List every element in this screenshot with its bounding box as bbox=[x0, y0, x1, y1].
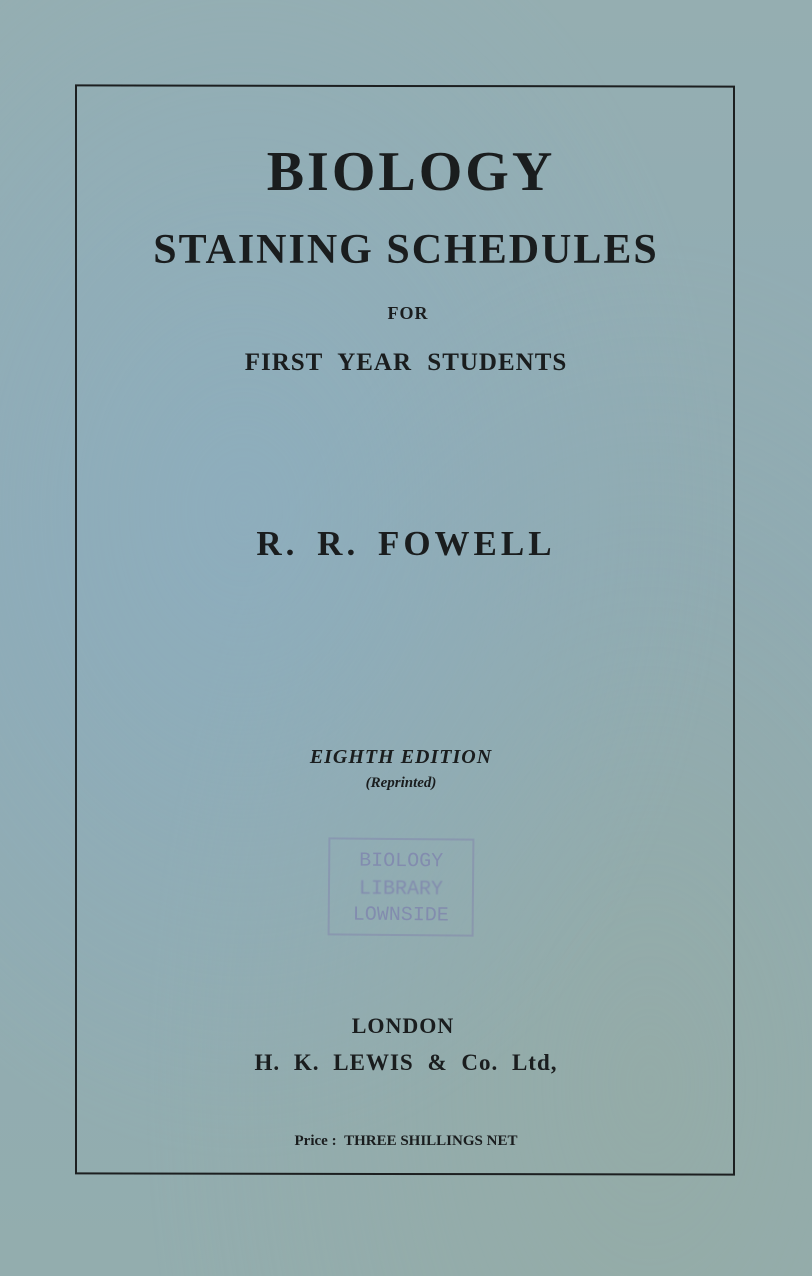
book-title: BIOLOGY bbox=[266, 141, 556, 203]
stamp-line-3: LOWNSIDE bbox=[352, 903, 449, 928]
price-line bbox=[0, 1133, 812, 1150]
edition-label: EIGHTH EDITION bbox=[309, 746, 493, 768]
audience-line: FIRST YEAR STUDENTS bbox=[244, 349, 568, 376]
reprint-note: (Reprinted) bbox=[365, 775, 437, 791]
for-line: FOR bbox=[387, 303, 429, 323]
price-value: THREE SHILLINGS NET bbox=[344, 1133, 518, 1149]
publisher-name: H. K. LEWIS & Co. Ltd, bbox=[254, 1050, 558, 1075]
publisher-city: LONDON bbox=[351, 1013, 455, 1038]
library-stamp bbox=[328, 837, 475, 936]
author-name: R. R. FOWELL bbox=[256, 524, 556, 563]
stamp-line-2: LIBRARY bbox=[358, 877, 444, 902]
book-subtitle: STAINING SCHEDULES bbox=[153, 227, 659, 273]
price-label: Price : bbox=[294, 1133, 337, 1149]
stamp-line-1: BIOLOGY bbox=[359, 849, 444, 874]
